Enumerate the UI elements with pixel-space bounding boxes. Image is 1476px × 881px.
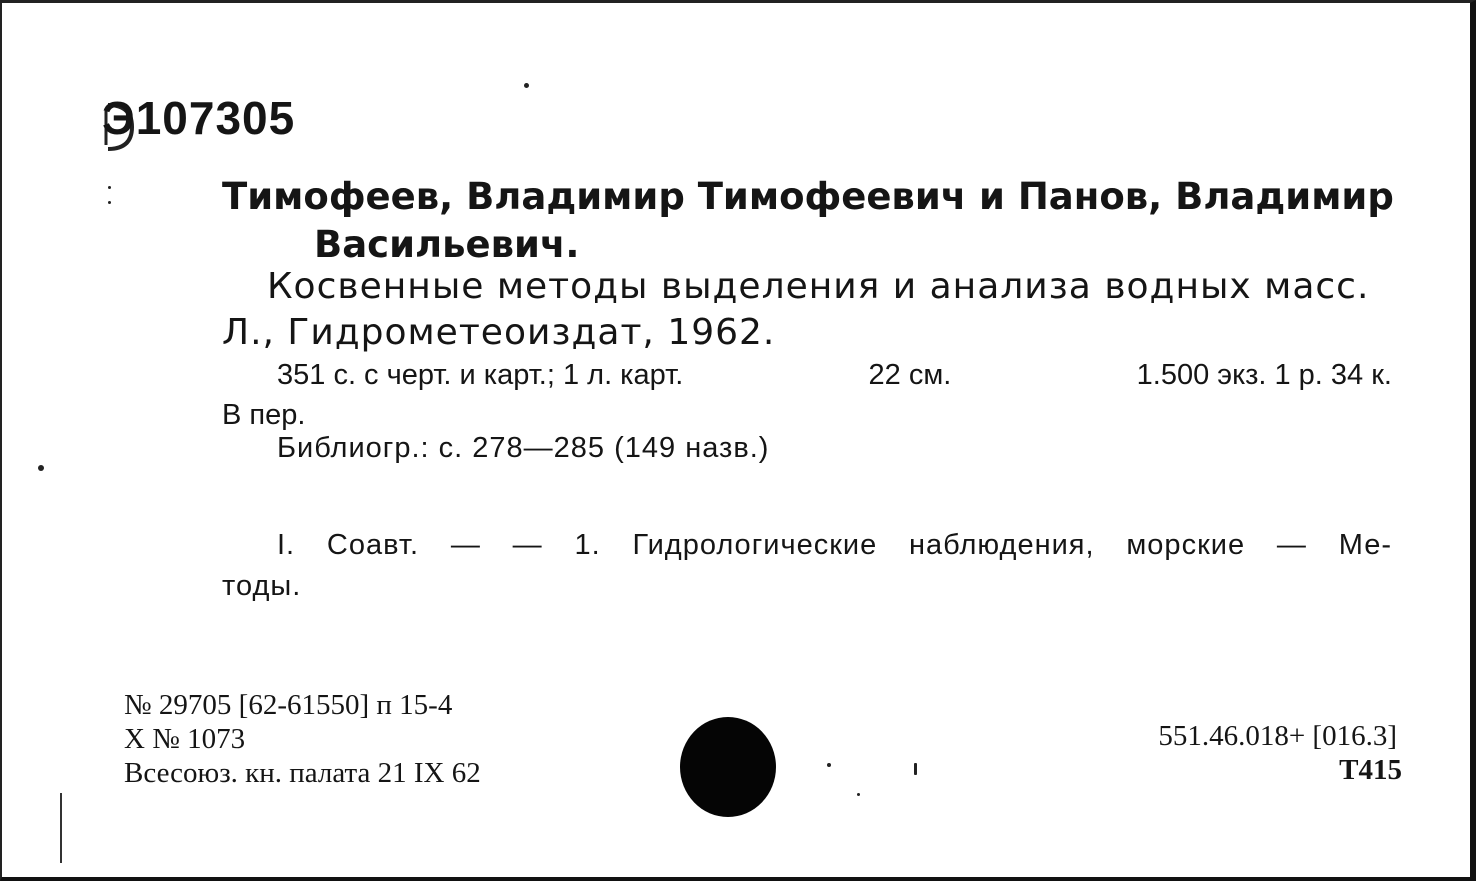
authors-heading-continued: Васильевич. bbox=[314, 223, 580, 266]
dust-speck bbox=[857, 793, 860, 796]
margin-mark-icon bbox=[58, 793, 64, 863]
bibliography-note: Библиогр.: с. 278—285 (149 назв.) bbox=[277, 432, 770, 464]
dust-speck bbox=[827, 763, 831, 767]
authors-heading: Тимофеев, Владимир Тимофеевич и Панов, Владимир bbox=[222, 175, 1394, 218]
tracing-line-continued: тоды. bbox=[222, 570, 302, 602]
binding-note: В пер. bbox=[222, 399, 306, 431]
book-title: Косвенные методы выделения и анализа водных масс. bbox=[267, 266, 1370, 307]
dust-speck bbox=[524, 83, 529, 88]
dust-speck bbox=[38, 465, 44, 471]
tracing-line: I. Соавт. — — 1. Гидрологические наблюдения, морские — Ме- bbox=[277, 529, 1392, 561]
footer-index-number: X № 1073 bbox=[124, 723, 246, 755]
collation bbox=[277, 355, 1392, 395]
dust-speck bbox=[914, 763, 917, 775]
dust-speck bbox=[108, 186, 111, 189]
udc-code: Т415 bbox=[1339, 754, 1402, 786]
collation-size: 22 см. bbox=[868, 359, 952, 391]
card-footer-registration bbox=[124, 688, 481, 790]
footer-chamber: Всесоюз. кн. палата 21 IX 62 bbox=[124, 757, 481, 789]
collation-print-run: 1.500 экз. 1 р. 34 к. bbox=[1136, 359, 1392, 391]
footer-registration-number: № 29705 [62-61550] п 15-4 bbox=[124, 689, 453, 721]
inventory-number: Э107305 bbox=[102, 92, 296, 144]
imprint: Л., Гидрометеоиздат, 1962. bbox=[222, 312, 776, 353]
punch-hole bbox=[680, 717, 776, 817]
udc-classification: 551.46.018+ [016.3] bbox=[1158, 720, 1397, 752]
dust-speck bbox=[108, 201, 111, 204]
collation-pages: 351 с. с черт. и карт.; 1 л. карт. bbox=[277, 359, 684, 391]
